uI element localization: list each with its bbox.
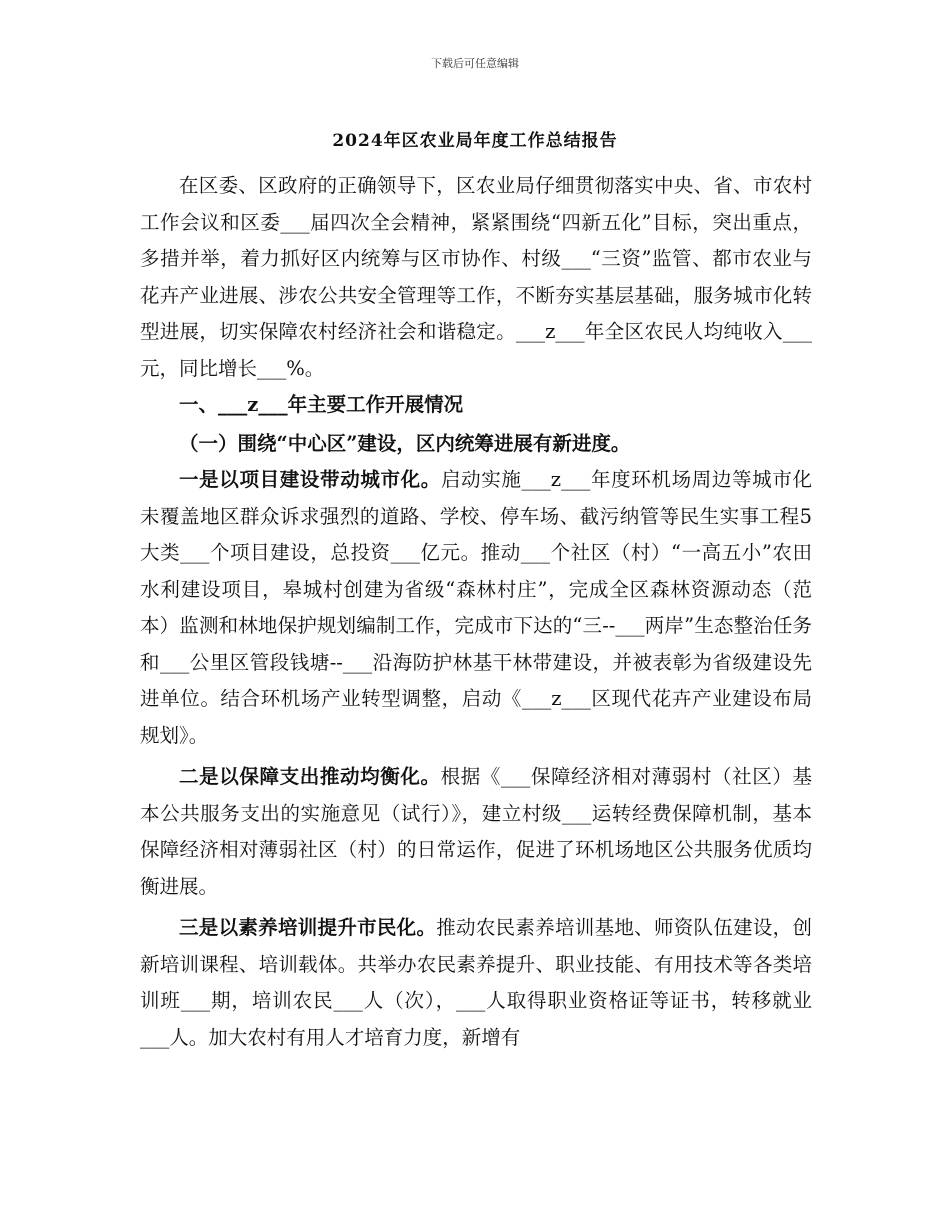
section-heading: 一、___z___年主要工作开展情况 (179, 393, 464, 416)
paragraph-3-text: 推动农民素养培训基地、师资队伍建设，创新培训课程、培训载体。共举办农民素养提升、职业技能、有用技术等各类培训班___期，培训农民___人（次），___人取得职业资格证等证书，转移就业___人。加大农村有用人才培育力度，新增有 (140, 916, 812, 1049)
paragraph-3 (140, 910, 812, 1056)
paragraph-1-lead: 一是以项目建设带动城市化。 (179, 468, 441, 491)
paragraph-2 (140, 759, 812, 905)
intro-paragraph: 在区委、区政府的正确领导下，区农业局仔细贯彻落实中央、省、市农村工作会议和区委___届四次全会精神，紧紧围绕“四新五化”目标，突出重点，多措并举，着力抓好区内统筹与区市协作、村级___“三资”监管、都市农业与花卉产业进展、涉农公共安全管理等工作，不断夯实基层基础，服务城市化转型进展，切实保障农村经济社会和谐稳定。___z___年全区农民人均纯收入___元，同比增长___%。 (140, 174, 812, 380)
paragraph-3-lead: 三是以素养培训提升市民化。 (179, 916, 437, 939)
subsection-heading: （一）围绕“中心区”建设，区内统筹进展有新进度。 (179, 431, 631, 455)
header-note: 下载后可任意编辑 (431, 57, 519, 70)
paragraph-1-text: 启动实施___z___年度环机场周边等城市化未覆盖地区群众诉求强烈的道路、学校、停车场、截污纳管等民生实事工程5大类___个项目建设，总投资___亿元。推动___个社区（村）“一高五小”农田水利建设项目，皋城村创建为省级“森林村庄”，完成全区森林资源动态（范本）监测和林地保护规划编制工作，完成市下达的“三--___两岸”生态整治任务和___公里区管段钱塘--___沿海防护林基干林带建设，并被表彰为省级建设先进单位。结合环机场产业转型调整，启动《___z___区现代花卉产业建设布局规划》。 (140, 468, 812, 747)
paragraph-2-lead: 二是以保障支出推动均衡化。 (179, 765, 441, 788)
paragraph-1 (140, 462, 812, 754)
paragraph-2-text: 根据《___保障经济相对薄弱村（社区）基本公共服务支出的实施意见（试行）》，建立村级___运转经费保障机制，基本保障经济相对薄弱社区（村）的日常运作，促进了环机场地区公共服务优质均衡进展。 (140, 765, 812, 898)
document-body (140, 168, 812, 1056)
document-title: 2024年区农业局年度工作总结报告 (332, 131, 618, 151)
